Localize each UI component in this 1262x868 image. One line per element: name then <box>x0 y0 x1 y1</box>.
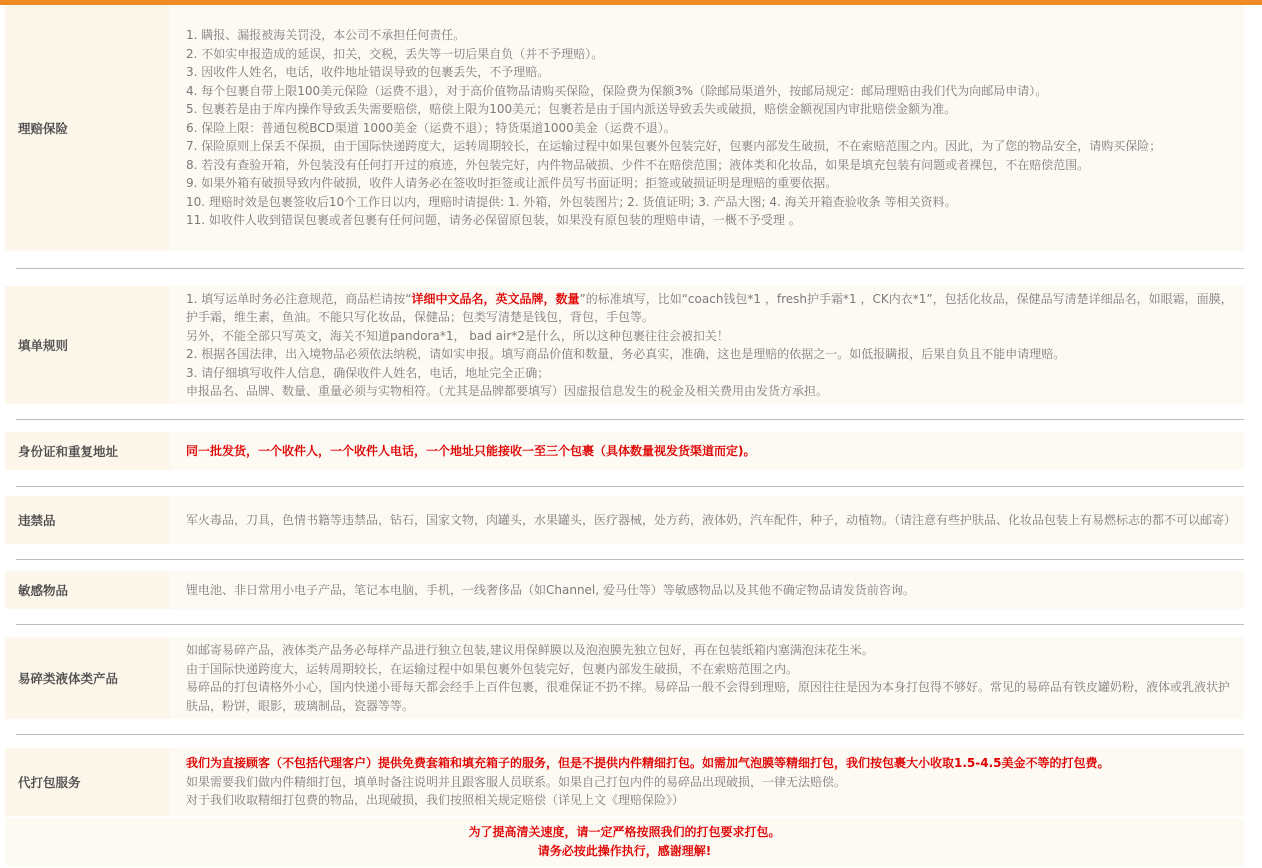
form-line: 另外，不能全部只写英文，海关不知道pandora*1， bad air*2是什么，所以这种包裹往往会被扣关！ <box>186 328 729 343</box>
claims-line: 5. 包裹若是由于库内操作导致丢失需要赔偿，赔偿上限为100美元；包裹若是由于国内派送导致丢失或破损，赔偿金额视国内审批赔偿金额为准。 <box>186 102 957 117</box>
section-form-rules <box>5 286 1244 404</box>
divider <box>16 559 1244 560</box>
claims-line: 8. 若没有查验开箱，外包装没有任何打开过的痕迹，外包装完好，内件物品破损、少件不在赔偿范围；液体类和化妆品，如果是填充包装有问题或者裸包，不在赔偿范围。 <box>186 157 1090 172</box>
fragile-line: 易碎品的打包请格外小心，国内快递小哥每天都会经手上百件包裹，很难保证不扔不摔。易碎品一般不会得到理赔，原因往往是因为本身打包得不够好。常见的易碎品有铁皮罐奶粉，液体或乳液状护肤品，粉饼，眼影，玻璃制品，瓷器等等。 <box>186 680 1231 713</box>
divider <box>16 419 1244 420</box>
section-prohibited <box>5 496 1244 544</box>
form-line: 申报品名、品牌、数量、重量必须与实物相符。（尤其是品牌都要填写）因虚报信息发生的税金及相关费用由发货方承担。 <box>186 384 829 398</box>
claims-line: 9. 如果外箱有破损导致内件破损，收件人请务必在签收时拒签或让派件员写书面证明；拒签或破损证明是理赔的重要依据。 <box>186 176 838 191</box>
section-label: 易碎类液体类产品 <box>5 637 170 719</box>
divider <box>16 734 1244 735</box>
packing-highlight: 我们为直接顾客（不包括代理客户）提供免费套箱和填充箱子的服务，但是不提供内件精细打包。如需加气泡膜等精细打包，我们按包裹大小收取1.5-4.5美金不等的打包费。 <box>186 756 1110 771</box>
divider <box>16 624 1244 625</box>
divider <box>16 268 1244 269</box>
prohibited-text: 军火毒品，刀具，色情书籍等违禁品，钻石，国家文物，肉罐头，水果罐头，医疗器械，处方药，液体奶，汽车配件，种子，动植物。（请注意有些护肤品、化妆品包装上有易燃标志的都不可以邮寄） <box>186 512 1237 527</box>
section-content <box>170 637 1244 719</box>
claims-line: 7. 保险原则上保丢不保损，由于国际快递跨度大，运转周期较长，在运输过程中如果包裹外包装完好，包裹内部发生破损，不在索赔范围之内。因此，为了您的物品安全，请购买保险； <box>186 139 1162 154</box>
section-claims-insurance <box>5 5 1244 251</box>
claims-line: 2. 不如实申报造成的延误，扣关，交税，丢失等一切后果自负（并不予理赔）。 <box>186 46 604 61</box>
section-content <box>170 748 1244 816</box>
section-content <box>170 496 1244 544</box>
footer-notice <box>5 818 1244 866</box>
fragile-line: 如邮寄易碎产品，液体类产品务必每样产品进行独立包装,建议用保鲜膜以及泡泡膜先独立包好，再在包装纸箱内塞满泡沫花生米。 <box>186 643 874 657</box>
sensitive-text: 锂电池、非日常用小电子产品，笔记本电脑，手机，一线奢侈品（如Channel, 爱马仕等）等敏感物品以及其他不确定物品请发货前咨询。 <box>186 582 915 597</box>
section-label: 填单规则 <box>5 286 170 404</box>
fragile-line: 由于国际快递跨度大，运转周期较长，在运输过程中如果包裹外包装完好，包裹内部发生破损，不在索赔范围之内。 <box>186 661 799 676</box>
footer-line: 为了提高清关速度，请一定严格按照我们的打包要求打包。 <box>468 825 781 839</box>
form-line <box>186 290 1238 327</box>
section-label: 违禁品 <box>5 496 170 544</box>
claims-line: 3. 因收件人姓名，电话，收件地址错误导致的包裹丢失，不予理赔。 <box>186 65 550 80</box>
section-fragile-liquid <box>5 637 1244 719</box>
section-label: 敏感物品 <box>5 571 170 609</box>
packing-line: 如果需要我们做内件精细打包，填单时备注说明并且跟客服人员联系。如果自己打包内件的易碎品出现破损，一律无法赔偿。 <box>186 774 847 789</box>
claims-line: 11. 如收件人收到错误包裹或者包裹有任何问题，请务必保留原包装，如果没有原包装的理赔申请，一概不予受理 。 <box>186 213 801 228</box>
form-text: ”的标准填写，比如“coach钱包*1 ，fresh护手霜*1 ，CK内衣*1”，包括化妆品，保健品写清楚详细品名，如眼霜，面膜，护手霜，维生素，鱼油。不能只写化妆品，保健品；包类写清楚是钱包，背包，手包等。 <box>186 291 1233 324</box>
claims-line: 10. 理赔时效是包裹签收后10个工作日以内，理赔时请提供: 1. 外箱，外包装图片; 2. 货值证明; 3. 产品大图; 4. 海关开箱查验收条 等相关资料。 <box>186 194 957 209</box>
claims-line: 4. 每个包裹自带上限100美元保险（运费不退），对于高价值物品请购买保险，保险费为保额3%（除邮局渠道外，按邮局规定：邮局理赔由我们代为向邮局申请）。 <box>186 83 1048 98</box>
footer-line: 请务必按此操作执行，感谢理解! <box>537 844 712 858</box>
packing-line: 对于我们收取精细打包费的物品，出现破损，我们按照相关规定赔偿（详见上文《理赔保险》） <box>186 793 685 808</box>
section-label: 身份证和重复地址 <box>5 432 170 470</box>
form-line: 3. 请仔细填写收件人信息，确保收件人姓名，电话，地址完全正确； <box>186 365 550 380</box>
section-content <box>170 5 1244 251</box>
claims-line: 1. 瞒报、漏报被海关罚没，本公司不承担任何责任。 <box>186 28 466 43</box>
section-content <box>170 571 1244 609</box>
section-label: 代打包服务 <box>5 748 170 816</box>
form-line: 2. 根据各国法律，出入境物品必须依法纳税，请如实申报。填写商品价值和数量，务必真实，准确，这也是理赔的依据之一。如低报瞒报，后果自负且不能申请理赔。 <box>186 347 1066 361</box>
form-text: 1. 填写运单时务必注意规范，商品栏请按“ <box>186 291 412 306</box>
section-sensitive <box>5 571 1244 609</box>
section-content <box>170 432 1244 470</box>
form-highlight: 详细中文品名，英文品牌，数量 <box>411 291 580 306</box>
section-label: 理赔保险 <box>5 5 170 251</box>
section-id-address <box>5 432 1244 470</box>
claims-line: 6. 保险上限：普通包税BCD渠道 1000美金（运费不退）；特货渠道1000美金（运费不退）。 <box>186 120 676 135</box>
section-content <box>170 286 1244 404</box>
id-address-text: 同一批发货，一个收件人，一个收件人电话，一个地址只能接收一至三个包裹（具体数量视发货渠道而定)。 <box>186 443 756 458</box>
section-packing-service <box>5 748 1244 816</box>
divider <box>16 486 1244 487</box>
